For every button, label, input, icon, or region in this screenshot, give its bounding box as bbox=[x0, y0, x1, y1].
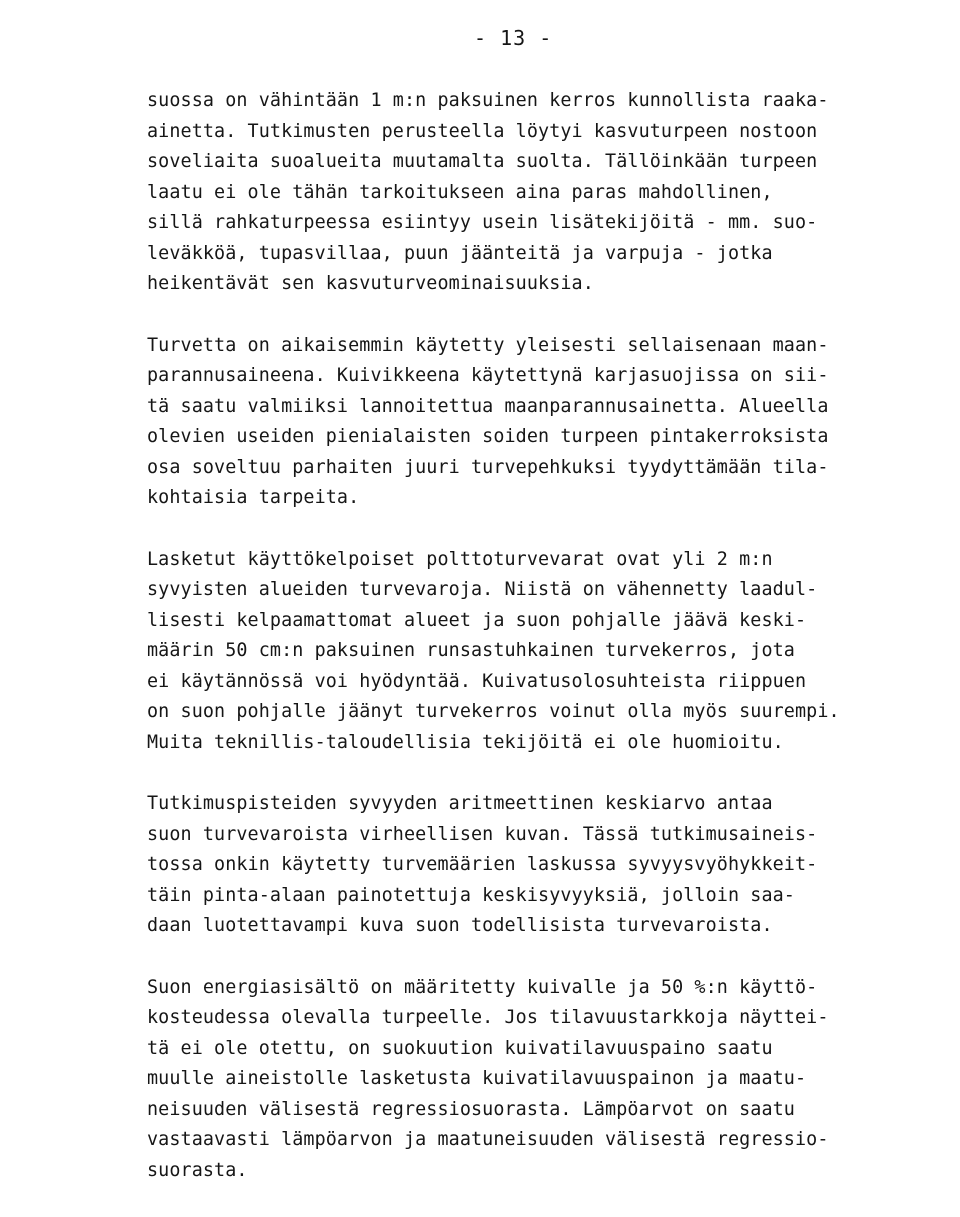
text-line: neisuuden välisestä regressiosuorasta. Lämpöarvot on saatu bbox=[147, 1098, 795, 1120]
text-line: sillä rahkaturpeessa esiintyy usein lisätekijöitä - mm. suo- bbox=[147, 212, 818, 233]
text-line: tossa onkin käytetty turvemäärien laskussa syvyysvyöhykkeit- bbox=[147, 854, 818, 875]
text-line: syvyisten alueiden turvevaroja. Niistä on vähennetty laadul- bbox=[147, 579, 818, 600]
paragraph-5 bbox=[147, 973, 947, 1187]
text-line: määrin 50 cm:n paksuinen runsastuhkainen turvekerros, jota bbox=[147, 640, 795, 661]
text-line: kohtaisia tarpeita. bbox=[147, 487, 360, 508]
text-line: täin pinta-alaan painotettuja keskisyvyyksiä, jolloin saa- bbox=[147, 884, 795, 906]
text-line: vastaavasti lämpöarvon ja maatuneisuuden välisestä regressio- bbox=[147, 1129, 829, 1150]
text-line: suossa on vähintään 1 m:n paksuinen kerros kunnollista raaka- bbox=[147, 90, 829, 111]
text-line: osa soveltuu parhaiten juuri turvepehkuksi tyydyttämään tila- bbox=[147, 456, 829, 478]
text-line: lisesti kelpaamattomat alueet ja suon pohjalle jäävä keski- bbox=[147, 609, 807, 631]
text-line: daan luotettavampi kuva suon todellisista turvevaroista. bbox=[147, 915, 773, 936]
text-line: soveliaita suoalueita muutamalta suolta. Tällöinkään turpeen bbox=[147, 151, 818, 172]
text-line: leväkköä, tupasvillaa, puun jäänteitä ja varpuja - jotka bbox=[147, 242, 773, 264]
text-line: tä ei ole otettu, on suokuution kuivatilavuuspaino saatu bbox=[147, 1037, 773, 1059]
text-line: muulle aineistolle lasketusta kuivatilavuuspainon ja maatu- bbox=[147, 1068, 807, 1089]
text-line: Muita teknillis-taloudellisia tekijöitä ei ole huomioitu. bbox=[147, 731, 784, 753]
text-line: Lasketut käyttökelpoiset polttoturvevarat ovat yli 2 m:n bbox=[147, 548, 773, 570]
text-line: tä saatu valmiiksi lannoitettua maanparannusainetta. Alueella bbox=[147, 395, 829, 417]
text-line: Tutkimuspisteiden syvyyden aritmeettinen keskiarvo antaa bbox=[147, 793, 773, 814]
paragraph-3 bbox=[147, 545, 947, 759]
text-line: heikentävät sen kasvuturveominaisuuksia. bbox=[147, 273, 594, 294]
text-line: parannusaineena. Kuivikkeena käytettynä karjasuojissa on sii- bbox=[147, 365, 829, 386]
text-line: olevien useiden pienialaisten soiden turpeen pintakerroksista bbox=[147, 426, 829, 447]
text-line: ei käytännössä voi hyödyntää. Kuivatusolosuhteista riippuen bbox=[147, 670, 807, 692]
text-line: kosteudessa olevalla turpeelle. Jos tilavuustarkkoja näyttei- bbox=[147, 1007, 829, 1028]
text-line: Suon energiasisältö on määritetty kuivalle ja 50 %:n käyttö- bbox=[147, 976, 818, 998]
paragraph-2 bbox=[147, 331, 947, 514]
text-line: suon turvevaroista virheellisen kuvan. Tässä tutkimusaineis- bbox=[147, 823, 818, 845]
text-line: on suon pohjalle jäänyt turvekerros voinut olla myös suurempi. bbox=[147, 701, 840, 722]
document-body bbox=[147, 86, 947, 1217]
page-number: - 13 - bbox=[474, 26, 553, 50]
text-line: Turvetta on aikaisemmin käytetty yleisesti sellaisenaan maan- bbox=[147, 334, 829, 356]
paragraph-4 bbox=[147, 789, 947, 942]
text-line: laatu ei ole tähän tarkoitukseen aina paras mahdollinen, bbox=[147, 181, 773, 203]
paragraph-1 bbox=[147, 86, 947, 300]
text-line: ainetta. Tutkimusten perusteella löytyi kasvuturpeen nostoon bbox=[147, 120, 818, 142]
text-line: suorasta. bbox=[147, 1159, 248, 1181]
